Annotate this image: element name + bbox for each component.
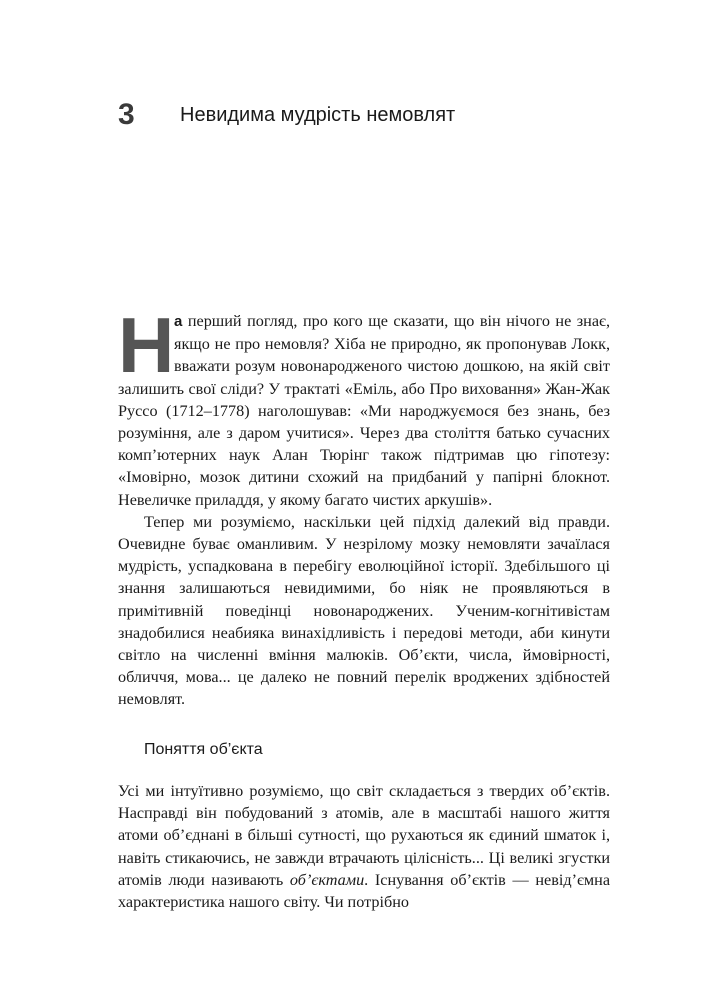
drop-cap-container <box>118 301 175 389</box>
intro-paragraph-1 <box>118 301 610 511</box>
chapter-header <box>118 98 455 132</box>
section-text-before: Усі ми інтуїтивно розуміємо, що світ складається з твердих об’єктів. Насправді він побудований з атомів, але в масштабі нашого життя атоми об’єднані в більші сутності, що рухаються як єдиний шматок і, навіть стикаючись, не завжди втрачають цілісність... Ці великі згустки атомів люди називають <box>118 782 610 889</box>
paragraph-text: перший погляд, про кого ще сказати, що він нічого не знає, якщо не про немовля? Хіба не природно, як пропонував Локк, вважати розум новонародженого чистою дошкою, на якій світ залишить свої сліди? У трактаті «Еміль, або Про виховання» Жан-Жак Руссо (1712–1778) наголошував: «Ми народжуємося без знань, без розуміння, але з даром учитися». Через два століття батько сучасних комп’ютерних наук Алан Тюрінг також підтримав цю гіпотезу: «Імовірно, мозок дитини схожий на придбаний у папірні блокнот. Невеличке приладдя, у якому багато чистих аркушів». <box>118 312 610 509</box>
intro-paragraph-2: Тепер ми розуміємо, наскільки цей підхід далекий від правди. Очевидне буває оманливим. У незрілому мозку немовляти зачаїлася мудрість, успадкована в перебігу еволюційної історії. Здебільшого ці знання залишаються невидимими, бо ніяк не проявляються в примітивній поведінці новонароджених. Ученим-когнітивістам знадобилися неабияка винахідливість і передові методи, аби кинути світло на численні вміння малюків. Об’єкти, числа, ймовірності, обличчя, мова... це далеко не повний перелік вроджених здібностей немовлят. <box>118 512 610 709</box>
chapter-title: Невидима мудрість немовлят <box>180 103 456 126</box>
section-body <box>118 780 610 913</box>
section-text-after: . Існування об’єктів — невід’ємна характеристика нашого світу. Чи потрібно <box>118 870 610 912</box>
chapter-number: 3 <box>118 98 135 131</box>
drop-cap: Н <box>118 301 175 389</box>
section-heading: Поняття об’єкта <box>144 741 263 758</box>
intro-text <box>118 301 610 711</box>
section-paragraph <box>118 780 610 913</box>
lead-word: а <box>174 313 183 330</box>
italic-term: об’єктами <box>289 870 365 889</box>
